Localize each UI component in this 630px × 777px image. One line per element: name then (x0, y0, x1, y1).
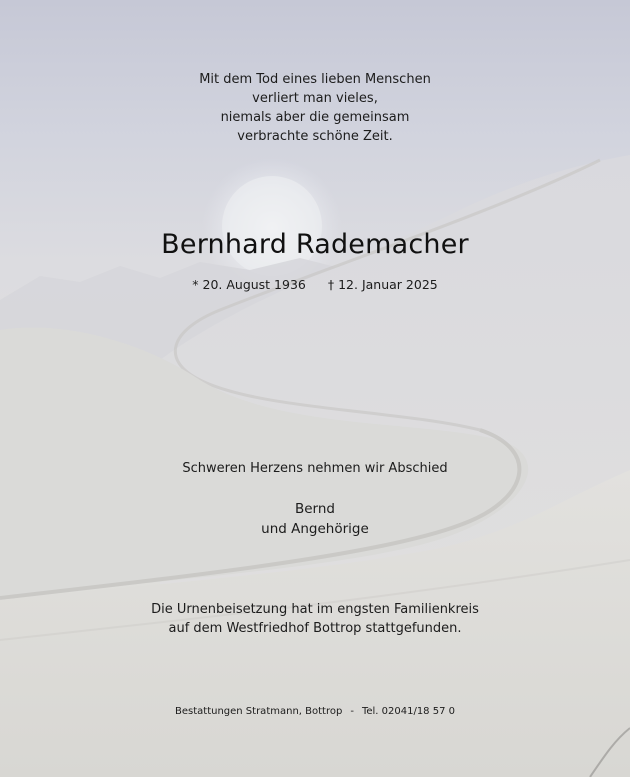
undertaker-footer (0, 705, 630, 719)
signatory-relatives: und Angehörige (261, 521, 369, 537)
quote-line: Mit dem Tod eines lieben Menschen (199, 72, 431, 87)
footer-separator: - (350, 706, 354, 717)
life-dates (0, 276, 630, 294)
deceased-name: Bernhard Rademacher (161, 229, 469, 260)
memorial-quote (0, 70, 630, 146)
undertaker-phone: Tel. 02041/18 57 0 (361, 706, 455, 717)
death-date: † 12. Januar 2025 (327, 277, 438, 292)
quote-line: verbrachte schöne Zeit. (237, 129, 393, 144)
signatory-name: Bernd (294, 501, 335, 517)
birth-date: * 20. August 1936 (192, 277, 306, 292)
quote-line: niemals aber die gemeinsam (220, 110, 410, 125)
burial-line: Die Urnenbeisetzung hat im engsten Familienkreis (151, 602, 479, 617)
farewell-text: Schweren Herzens nehmen wir Abschied (182, 461, 448, 476)
burial-line: auf dem Westfriedhof Bottrop stattgefunden. (168, 621, 462, 636)
burial-info (0, 600, 630, 638)
quote-line: verliert man vieles, (252, 91, 378, 106)
undertaker-name: Bestattungen Stratmann, Bottrop (175, 706, 343, 717)
